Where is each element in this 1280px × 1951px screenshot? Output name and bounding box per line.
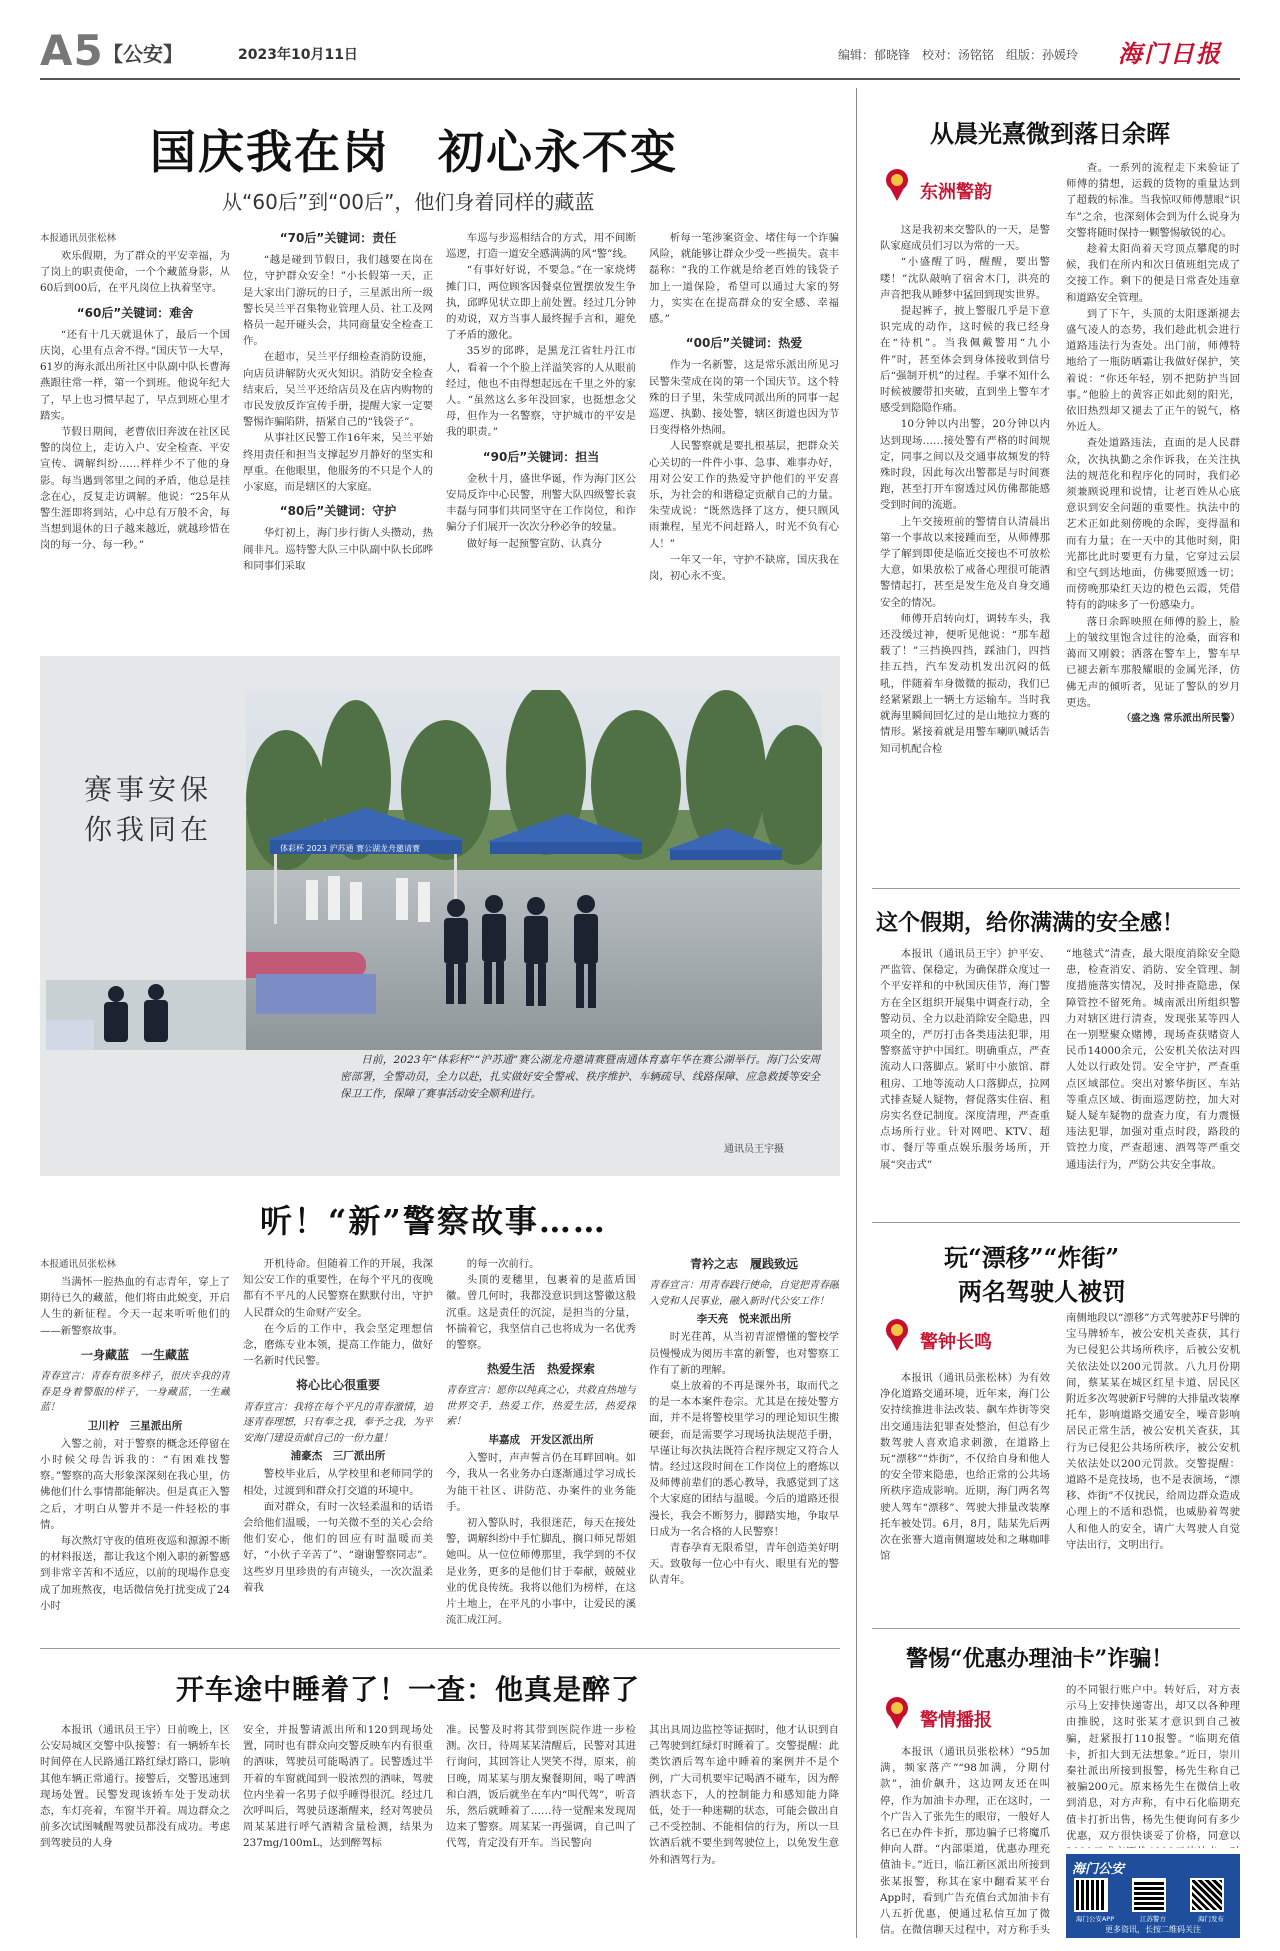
paragraph: 作为一名新警，这是常乐派出所见习民警朱莹成在岗的第一个国庆节。这个特殊的日子里，朱莹成同派出所的同事一起巡逻、执勤、接处警，辖区街道也因为节日变得格外热闹。 xyxy=(649,359,839,437)
column-label: 警钟长鸣 xyxy=(920,1332,992,1353)
article-column xyxy=(40,230,230,630)
paragraph: 查。一系列的流程走下来验证了师傅的猜想，运载的货物的重量达到了超载的标准。当我惊叹师傅慧眼“识车”之余，也深刻体会到为什么说身为交警将随时保持一颗警惕敏锐的心。 xyxy=(1066,162,1240,239)
paragraph: 警校毕业后，从学校里和老师同学的相处，过渡到和群众打交道的环境中。 xyxy=(243,1468,433,1497)
article-column: 准。民警及时将其带到医院作进一步检测。次日，待周某某清醒后，民警对其进行询问，其回答让人哭笑不得，原来，前日晚，周某某与朋友聚餐期间，喝了啤酒和白酒，饭后就坐在车内“叫代驾”，听音乐，然后就睡着了……待一觉醒来发现周边来了警察。周某某一再强调，自己叫了代驾，肯定没有开车。当民警向 xyxy=(446,1724,636,1850)
column-divider xyxy=(856,88,857,1938)
subheading: “80后”关键词：守护 xyxy=(279,504,397,519)
paragraph: 一年又一年，守护不缺席，国庆我在岗，初心永不变。 xyxy=(649,553,839,583)
subheading: “60后”关键词：难舍 xyxy=(76,305,194,320)
byline: 本报通讯员张松林 xyxy=(40,1259,117,1270)
subheading: 青衿之志 履践致远 xyxy=(689,1257,798,1271)
article-column: 的不同银行账户中。转好后，对方表示马上安排快递寄出，却又以各种理由推脱，这时张某才意识到自己被骗，赶紧报打110报警。“临期充值卡，折扣大到无法想象。”近日，崇川秦社派出所接到报警，杨先生称自己被骗200元。原来杨先生在微信上收到消息，对方声称，有中石化临期充值卡打折出售，杨先生便询问有多少优惠，双方很快谈妥了价格，同意以 xyxy=(1066,1684,1240,1842)
paragraph: 提起裤子，披上警服几乎是下意识完成的动作，这时候的我已经身在“待机”。当我佩戴警用“九小件”时，甚至体会到身体接收到信号后“强制开机”的过程。手掌不知什么时候被腰带扣夹破，直到坐上警车才感受到隐隐作痛。 xyxy=(880,305,1050,415)
subheading: “00后”关键词：热爱 xyxy=(685,336,803,351)
qr-code xyxy=(1132,1878,1166,1912)
police-badge-icon xyxy=(884,1318,910,1352)
article-title: 从晨光熹微到落日余晖 xyxy=(930,119,1170,148)
masthead-rule xyxy=(40,78,1240,80)
paragraph: 查处道路违法，直面的是人民群众，次执执勤之余作诉我，在关注执法的规范化和程序化的同时，我们必须兼顾说理和说情，让老百姓从心底意识到安全问题的重要性。执法中的艺术正如此刻傍晚的余晖，变得温和而有力量；在一天中的其他时刻，阳光都比此时要更有力量，它穿过云层和空气到达地面，仿佛要照透一切；而傍晚那染红天边的橙色云霞，凭借特有的韵味多了一份感染力。 xyxy=(1066,437,1240,612)
paragraph: 在超市，吴兰平仔细检查消防设施，向店员讲解防火灭火知识。消防安全检查结束后，吴兰平还给店员及在店内购物的市民发放反诈宣传手册，提醒大家一定要警惕诈骗陷阱，捂紧自己的“钱袋子”。 xyxy=(243,351,433,429)
police-badge-icon xyxy=(884,168,910,202)
paragraph: 头顶的麦穗里，包裹着的是蓝盾国徽。曾几何时，我都没意识到这警徽这般沉重。这是责任的沉淀，是担当的分量，怀揣着它，我坚信自己也将成为一名优秀的警察。 xyxy=(446,1274,636,1352)
article-column xyxy=(446,1256,636,1636)
article-column: “地毯式”清查，最大限度消除安全隐患，检查消安、消防、安全管理、制度措施落实情况，及时排查隐患，保障管控不留死角。城南派出所组织警力对辖区进行清查，发现张某等四人在一别墅聚众赌博，现场查获赌资人民币14000余元，公安机关依法对四人处以行政处罚。安全守护，严查重点区域部位。突出对繁华街区、车站等重点区域、街面巡逻防控，加大对疑人疑车疑物的盘查力度，有力震慑违法犯罪，加强对重点时段，路段的管控力度，严查超速、酒驾等严重交通违法行为，严防公共安全事故。 xyxy=(1066,948,1240,1171)
paragraph: 的每一次前行。 xyxy=(466,1258,540,1270)
police-promo-box xyxy=(1066,1854,1240,1938)
paragraph: 每次熬灯守夜的值班夜巡和源源不断的材料报送，都让我这个刚入职的新警感到非常辛苦和不适应，以前的现場作息变成了加班熬夜，电话微信免打扰变成了24小时 xyxy=(40,1534,230,1612)
issue-date: 2023年10月11日 xyxy=(238,47,358,63)
signature: 卫川柠 三星派出所 xyxy=(87,1419,183,1432)
article-column: 本报讯（通讯员张松林）为有效净化道路交通环境，近年来，海门公安持续推进非法改装、飙车炸街等突出交通违法犯罪查处整治，但总有少数驾驶人喜欢追求刺激，在道路上玩“漂移”“炸街”，不仅给自身和他人的安全带来隐患，也给正常的公共场所秩序造成影响。近期，海门两名驾驶人驾车“漂移”、驾驶大排量改装摩托车被处罚。6月，8月，陆某先后两次在张謇大道南侧遛坡处和之琳咖啡馆 xyxy=(880,1372,1050,1563)
page-number: A5 xyxy=(40,26,104,75)
youth-declaration: 青春宣言：我将在每个平凡的青春激情，追逐青春理想，只有奉之我，奉予之我，为平安海门建设贡献自己的一份力量！ xyxy=(243,1401,433,1444)
subheading: “90后”关键词：担当 xyxy=(482,449,600,464)
article-column xyxy=(243,1256,433,1636)
paragraph: 做好每一起预警宣防、认真分 xyxy=(466,537,602,550)
article-column: 其出具周边监控等证据时，他才认识到自己驾驶到红绿灯时睡着了。交警提醒：此类饮酒后驾车途中睡着的案例并不是个例，广大司机要牢记喝酒不碰车，因为醉酒状态下，人的控制能力和感知能力降低，处于一种迷糊的状态，可能会做出自己不受控制、不能相信的行为，所以一旦饮酒后就不要坐到驾驶位上，以免发生意外和酒驾行为。 xyxy=(649,1724,839,1866)
article-title-line2: 两名驾驶人被罚 xyxy=(958,1277,1126,1306)
section-label: 【公安】 xyxy=(103,42,183,66)
paragraph: 面对群众，有时一次轻柔温和的话语会给他们温暖，一句关微不至的关心会给他们安心，他们的回应有时温暖而美好，“小伙子辛苦了”、“谢谢警察同志”。这些岁月里珍贵的有声镜头，一次次温柔着我 xyxy=(243,1500,433,1594)
paragraph: 入警之前，对于警察的概念还停留在小时候父母告诉我的：“有困难找警察。”警察的高大形象深深刻在我心里，仿佛他们什么事情都能解决。但是真正入警之后，才明白从警并不是一件轻松的事情。 xyxy=(40,1437,230,1531)
article-column: 本报讯（通讯员王宇）护平安、严监管、保稳定，为确保群众度过一个平安祥和的中秋国庆佳节，海门警方在全区组织开展集中调查行动，全警动员、全力以赴消除安全隐患，四项全的，严厉打击各类违法犯罪，用警察蓝守护中国红。明确重点，严查流动人口落脚点。紧盯中小旅馆、群租房、工地等流动人口落脚点，拉网式排查疑人疑物，督促落实住宿、租房实名登记制度。深度清理，严查重点场所行业。针对网吧、KTV、超市、餐厅等重点娱乐服务场所，开展“突击式” xyxy=(880,948,1050,1171)
article-column: 本报讯（通讯员张松林）“95加满，频家落产”“98加满，分期付款”，油价飙升，这边网友还在叫停，作为加油卡办理，正在这时，一个广告入了张先生的眼帘，一般好人名已在办件卡折，那边骗子已将魔爪伸向人群。“内部渠道，优惠办理充值油卡。”近日，临江新区派出所接到张某报警，称其在家中翻看某平台App时，看到广告充值台式加油卡有八五折优惠，便通过私信互加了微信。在微信聊天过程中，对方称手头 xyxy=(880,1746,1050,1937)
youth-declaration: 青春宣言：青春有很多样子，很庆幸我的青春是身着警服的样子，一身藏蓝，一生藏蓝！ xyxy=(40,1371,230,1414)
article-title: 这个假期，给你满满的安全感！ xyxy=(876,910,1185,936)
paragraph: “还有十几天就退休了，最后一个国庆岗，心里有点舍不得。”国庆节一大早，61岁的海永派出所社区中队副中队长曹海燕跟往常一样，第一个到班。他说年纪大了，早上也习惯早起了，早点到班心里才踏实。 xyxy=(40,328,230,422)
paragraph: “越是碰到节假日，我们越要在岗在位，守护群众安全！”小长假第一天，正是大家出门游玩的日子，三星派出所一级警长吴兰平召集物业管理人员、社工及网格员一起开碰头会，共同商量安全检查工作。 xyxy=(243,254,433,348)
photo-label-line1: 赛事安保 xyxy=(84,773,213,806)
banner-text: 体彩杯 2023 沪苏通 赛公湖龙舟邀请赛 xyxy=(280,844,420,853)
paragraph: “小盛醒了吗，醒醒，要出警喽！”沈队敲响了宿舍木门，洪亮的声音把我从睡梦中猛回到现实世界。 xyxy=(880,256,1050,301)
article-column xyxy=(243,230,433,630)
subheading: 热爱生活 热爱探索 xyxy=(486,1362,595,1377)
paragraph: 青春孕育无限希望，青年创造美好明天。致敬每一位心中有火、眼里有光的警队青年。 xyxy=(649,1542,839,1587)
promo-logo: 海门公安 xyxy=(1072,1862,1125,1877)
column-label: 东洲警韵 xyxy=(920,182,992,203)
section-divider xyxy=(872,1222,1240,1223)
paragraph: 35岁的邱晔，是黑龙江省牡丹江市人，看着一个个脸上洋溢笑容的人从眼前经过，他也不由得想起远在千里之外的家人。“虽然这么多年没回家，也挺想念父母，但作为一名警察，守护城市的平安是我的职责。” xyxy=(446,345,636,439)
paragraph: 人民警察就是要扎根基层，把群众关心关切的一件件小事、急事、难事办好，用对公安工作的热爱守护他们的平安喜乐，为社会的和谐稳定贡献自己的力量。朱莹成说：“既然选择了这方，便只顾风雨兼程，星光不问赶路人，时光不负有心人！” xyxy=(649,440,839,550)
subheading: 一身藏蓝 一生藏蓝 xyxy=(80,1347,189,1362)
paragraph: 析每一笔涉案资金、堵住每一个诈骗风险，就能够让群众少受一些损失。袁丰磊称：“我的工作就是给老百姓的钱袋子加上一道保险，希望可以通过大家的努力，实实在在提高群众的安全感、幸福感。” xyxy=(649,232,839,326)
article-subtitle: 从“60后”到“00后”，他们身着同样的藏蓝 xyxy=(222,190,595,214)
paragraph: 初入警队时，我很迷茫，每天在接处警，调解纠纷中手忙脚乱，搁口师兄帮姐她叫。从一位位师傅那里，我学到的不仅是业务，更多的是他们甘于奉献，兢兢业业的优良传统。我将以他们为榜样，在这片土地上，在平凡的小事中，让爱民的溪流汇成江河。 xyxy=(446,1516,636,1627)
article-column xyxy=(446,230,636,630)
paragraph: 10分钟以内出警，20分钟以内达到现场……接处警有严格的时间规定，同事之间以及交通事故频发的特殊时段，因此每次出警都是与时间赛跑，甚至打开车窗透过风仿佛都能感受到时间的流逝。 xyxy=(880,418,1050,512)
article-title: 警惕“优惠办理油卡”诈骗！ xyxy=(906,1646,1174,1672)
promo-slogan: 更多资讯，长按二维码关注 xyxy=(1105,1925,1201,1934)
paragraph: “有事好好说，不要急。”在一家烧烤摊门口，两位顾客因餐桌位置摆放发生争执，邱晔见状立即上前处置。经过几分钟的劝说，双方当事人最终握手言和，避免了矛盾的激化。 xyxy=(446,264,636,342)
officers-rear-photo xyxy=(46,980,246,1050)
paragraph: 这是我初来交警队的一天，是警队家庭成员们习以为常的一天。 xyxy=(880,224,1050,253)
author-signature: （盛之逸 常乐派出所民警） xyxy=(1121,712,1240,724)
article-column: 南侧地段以“漂移”方式驾驶苏F号牌的宝马牌轿车，被公安机关查获，其行为已侵犯公共场所秩序，后被公安机关依法处以200元罚款。八九月份期间，蔡某某在城区红星卡道、居民区附近多次驾驶新F号牌的大排量改装摩托车，影响道路交通安全，噪音影响居民正常生活，被公安机关查获，其行为已侵犯公共场所秩序，被公安机关依法处以200元罚款。交警提醒：道路不是竞技场，也不是表演场，“漂移、炸街”不仅扰民，给周边群众造成心理上的不适和恐慌，也威胁着驾驶人和他人的安全，请广大驾驶人自觉守法出行，文明出行。 xyxy=(1066,1312,1240,1551)
paragraph: 上午交接班前的警情自认清晨出第一个事故以来接踵而至，从师傅那学了解到即使是临近交接也不可放松大意，如果放松了戒备心理很可能酒警情起打，甚至是发生危及自身交通安全的情况。 xyxy=(880,515,1050,609)
article-column xyxy=(1066,160,1240,880)
paragraph: 时光荏苒，从当初青涩懵懂的警校学员慢慢成为阅历丰富的新警，也对警察工作有了新的理解。 xyxy=(649,1331,839,1376)
article-column xyxy=(880,222,1050,882)
qr-code xyxy=(1074,1878,1108,1912)
photo-caption: 日前，2023年“体彩杯”“沪苏通”赛公湖龙舟邀请赛暨南通体育嘉年华在赛公湖举行。海门公安周密部署，全警动员，全力以赴，扎实做好安全警戒、秩序维护、车辆疏导、线路保障、应急救援等安全保卫工作，保障了赛事活动安全顺利进行。 xyxy=(340,1054,820,1100)
event-photo xyxy=(246,690,822,1050)
paragraph: 华灯初上，海门步行街人头攒动，热闹非凡。巡特警大队三中队副中队长邱晔和同事们采取 xyxy=(243,527,433,572)
paragraph: 到了下午，头顶的太阳逐渐褪去盛气凌人的态势，我们趁此机会进行道路违法行为查处。出门前，师傅特地给了一瓶防晒霜让我做好保护，笑着说：“你还年轻，别不把防护当回事。”他脸上的黄容正如此刻的阳光，依旧热烈却又褪去了正午的锐气，格外近人。 xyxy=(1066,307,1240,434)
paragraph: 趁着太阳尚着天穹顶点攀爬的时候，我们在所内和次日值班组完成了交接工作。剩下的便是日常查处违章和道路安全管理。 xyxy=(1066,243,1240,304)
article-column: 本报讯（通讯员王宇）日前晚上，区公安局城区交警中队接警：有一辆轿车长时间停在人民路通江路红绿灯路口，影响其他车辆正常通行。接警后，交警迅速到现场处置。民警发现该轿车处于发动状态，车灯亮着，车窗半开着。周边群众之前多次试图喊醒驾驶员都没有成功。考虑到驾驶员的人身 xyxy=(40,1724,230,1850)
column-label: 警情播报 xyxy=(920,1710,992,1731)
section-divider xyxy=(40,1648,840,1649)
police-badge-icon xyxy=(884,1696,910,1730)
paragraph: 桌上放着的不再是课外书，取而代之的是一本本案件卷宗。尤其是在接处警方面，并不是将警校里学习的理论知识生搬硬套，而是需要学习现场执法规范手册，早谨让每次执法既符合程序规定又符合人情。经过这段时间在工作岗位上的磨炼以及师傅前辈们的悉心教导，我感觉到了这个大家庭的团结与温暖。今后的道路还很漫长，我会不断努力，脚踏实地，争取早日成为一名合格的人民警察！ xyxy=(649,1380,839,1538)
youth-declaration: 青春宣言：愿你以纯真之心，共救直热地与世界交手，热爱工作，热爱生活，热爱探索！ xyxy=(446,1385,636,1428)
signature: 李天亮 悦来派出所 xyxy=(696,1313,792,1326)
signature: 毕嘉成 开发区派出所 xyxy=(488,1433,594,1446)
paragraph: 当满怀一腔热血的有志青年，穿上了期待已久的藏蓝，他们将由此蜕变，开启人生的新征程。今天一起来听听他们的——新警察故事。 xyxy=(40,1276,230,1337)
article-column: 安全，并报警请派出所和120到现场处置，同时也有群众向交警反映车内有很重的酒味，驾驶员可能喝酒了。民警透过半开着的车窗就闻到一股浓烈的酒味，驾驶位内坐着一名男子似乎睡得很沉。经过几次呼叫后，驾驶员逐渐醒来，经对驾驶员周某某进行呼气酒精含量检测，结果为237mg/100mL，达到醉驾标 xyxy=(243,1724,433,1850)
subheading: 将心比心很重要 xyxy=(295,1378,380,1393)
signature: 浦豪杰 三厂派出所 xyxy=(290,1450,386,1463)
paragraph: 在今后的工作中，我会坚定理想信念，磨炼专业本领，提高工作能力，做好一名新时代民警。 xyxy=(243,1322,433,1368)
paragraph: 车巡与步巡相结合的方式，用不间断巡逻，打造一道安全感满满的风“警”线。 xyxy=(446,232,636,261)
article-column xyxy=(40,1256,230,1636)
subheading: “70后”关键词：责任 xyxy=(279,231,397,245)
qr-label: 海门公安APP xyxy=(1075,1915,1115,1923)
paragraph: 师傅开启转向灯，调转车头，我还没缓过神，便听见他说：“那车超载了！”三挡换四挡，踩油门，四挡挂五挡，汽车发动机发出沉闷的低吼，伴随着车身微微的振动，我们已经紧紧跟上一辆土方运输车。当时我就海里瞬间回忆过的是山地拉力赛的情形。紧接着就是用警车喇叭喊话告知司机配合检 xyxy=(880,612,1050,755)
paragraph: 入警时，声声誓言仍在耳畔回响。如今，我从一名业务办白逐渐通过学习成长为能干社区、讲防范、办案件的业务能手。 xyxy=(446,1452,636,1513)
qr-code xyxy=(1190,1878,1224,1912)
qr-label: 江苏警方 xyxy=(1140,1915,1166,1923)
photo-label-line2: 你我同在 xyxy=(84,813,213,846)
paragraph: 欢乐假期，为了群众的平安幸福，为了岗上的职责使命，一个个藏蓝身影，从60后到00后，在平凡岗位上执着坚守。 xyxy=(40,250,230,295)
byline: 本报通讯员张松林 xyxy=(40,233,117,244)
article-column xyxy=(649,230,839,630)
qr-label: 海门发布 xyxy=(1198,1915,1224,1923)
masthead-logo: 海门日报 xyxy=(1118,39,1222,68)
section-divider xyxy=(872,888,1240,889)
paragraph: 开机待命。但随着工作的开展，我深知公安工作的重要性，在每个平凡的夜晚都有不平凡的人民警察在默默付出，守护人民群众的生命财产安全。 xyxy=(243,1258,433,1319)
article-title: 国庆我在岗 初心永不变 xyxy=(150,125,678,179)
article-title: 听！“新”警察故事…… xyxy=(260,1202,607,1240)
paragraph: 从事社区民警工作16年来，吴兰平始终用责任和担当支撑起岁月静好的坚实和厚重。在他眼里，他服务的不只是个人的小家庭，而是辖区的大家庭。 xyxy=(243,432,433,494)
editor-credits: 编辑：郁晓锋 校对：汤铭铭 组版：孙媛玲 xyxy=(838,48,1079,62)
section-divider xyxy=(872,1628,1240,1629)
youth-declaration: 青春宣言：用青春践行使命，自觉把青春融入党和人民事业，融入新时代公安工作！ xyxy=(649,1280,839,1307)
paragraph: 金秋十月，盛世华诞，作为海门区公安局反诈中心民警，刑警大队四级警长袁丰磊与同事们共同坚守在工作岗位，和诈骗分子们展开一次次分秒必争的较量。 xyxy=(446,472,636,534)
photo-credit: 通讯员王宇摄 xyxy=(724,1144,784,1155)
article-column xyxy=(649,1256,839,1636)
article-title: 开车途中睡着了！一查：他真是醉了 xyxy=(176,1673,641,1706)
paragraph: 节假日期间，老曹依旧奔波在社区民警的岗位上，走访入户、安全检查、平安宣传、调解纠纷……样样少不了他的身影。每当遇到邻里之间的矛盾，他总是挂念在心，反复走访调解。他说：“25年从警生涯即将到站，心中总有万般不舍，每当想到退休的日子越来越近，就越珍惜在岗的每一分、每一秒。” xyxy=(40,426,230,552)
paragraph: 落日余晖映照在师傅的脸上，脸上的皱纹里饱含过往的沧桑，面容和蔼而又刚毅；洒落在警车上，警车早已褪去新车那般耀眼的金属光泽，仿佛无声的倾听者，见证了警队的岁月更迭。 xyxy=(1066,615,1240,709)
article-title-line1: 玩“漂移”“炸街” xyxy=(944,1243,1120,1272)
